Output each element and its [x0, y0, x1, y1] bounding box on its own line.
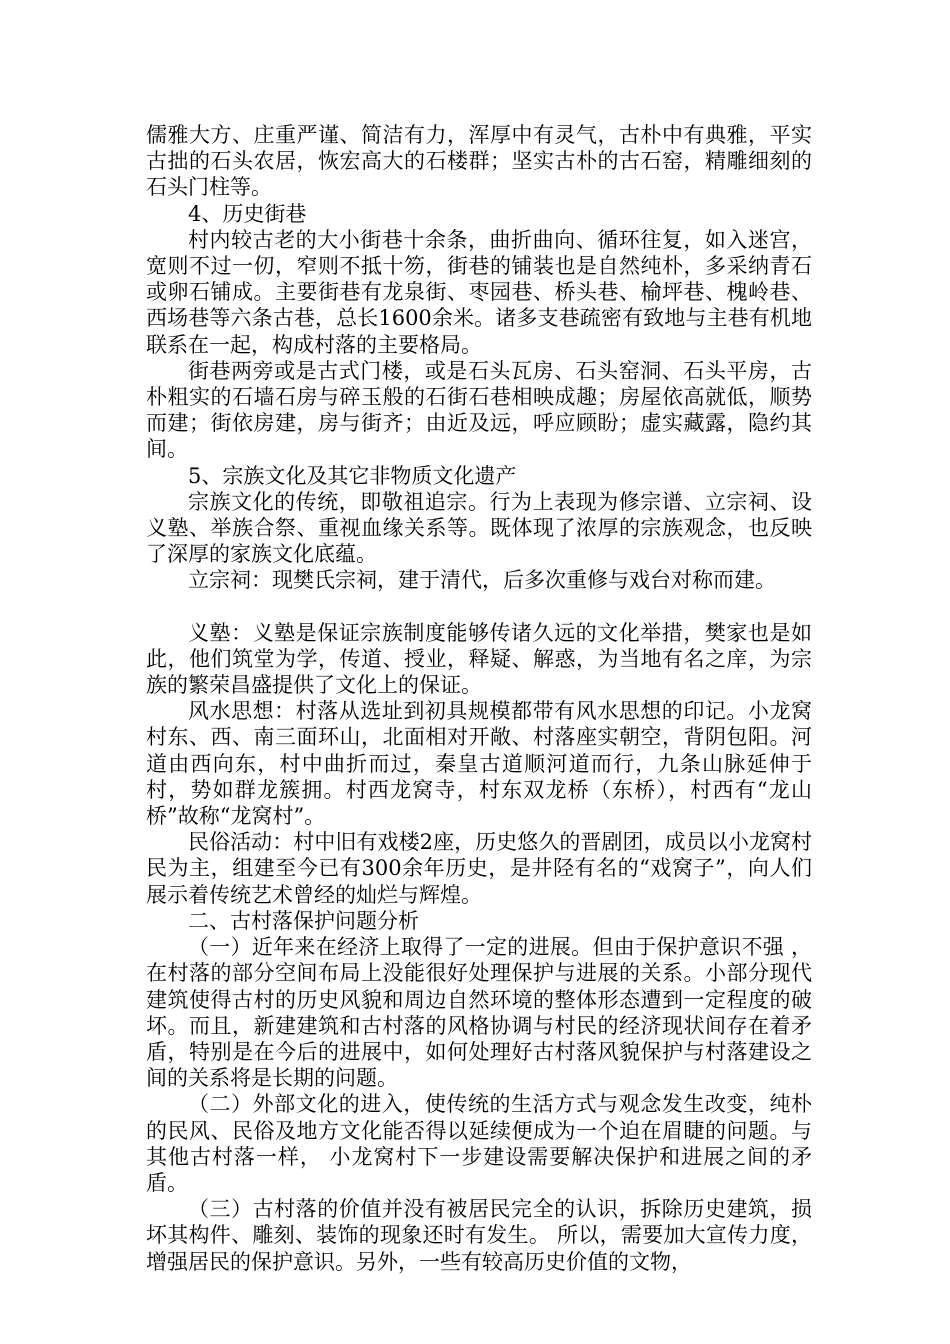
paragraph-fengshui: 风水思想：村落从选址到初具规模都带有风水思想的印记。小龙窝村东、西、南三面环山，北面相对开敞、村落座实朝空，背阴包阳。河道由西向东，村中曲折而过，秦皇古道顺河道而行，九条山脉延伸于村，势如群龙簇拥。村西龙窝寺，村东双龙桥（东桥），村西有“龙山桥”故称“龙窝村”。: [146, 699, 812, 829]
paragraph-ancestral-hall: 立宗祠：现樊氏宗祠，建于清代，后多次重修与戏台对称而建。: [188, 568, 776, 593]
section-heading-historic-streets: 4、历史街巷: [188, 201, 307, 226]
paragraph-streets-sides: 街巷两旁或是古式门楼，或是石头瓦房、石头窑洞、石头平房，古朴粗实的石墙石房与碎玉般的石街石巷相映成趣；房屋依高就低，顺势而建；街依房建，房与街齐；由近及远，呼应顾盼；虚实藏露，隐约其间。: [146, 358, 812, 462]
section-heading-clan-culture: 5、宗族文化及其它非物质文化遗产: [188, 463, 517, 488]
paragraph-streets-layout: 村内较古老的大小街巷十余条，曲折曲向、循环往复，如入迷宫，宽则不过一仞，窄则不抵十笏，街巷的铺装也是自然纯朴，多采纳青石或卵石铺成。主要街巷有龙泉街、枣园巷、桥头巷、榆坪巷、槐岭巷、西场巷等六条古巷，总长1600余米。诸多支巷疏密有致地与主巷有机地联系在一起，构成村落的主要格局。: [146, 227, 812, 357]
paragraph-clan-school: 义塾：义塾是保证宗族制度能够传诸久远的文化举措，樊家也是如此，他们筑堂为学，传道、授业，释疑、解惑，为当地有名之庠，为宗族的繁荣昌盛提供了文化上的保证。: [146, 620, 812, 698]
paragraph-issue-one: （一）近年来在经济上取得了一定的进展。但由于保护意识不强 ，在村落的部分空间布局上没能很好处理保护与进展的关系。小部分现代建筑使得古村的历史风貌和周边自然环境的整体形态遭到一定程度的破坏。而且，新建建筑和古村落的风格协调与村民的经济现状间存在着矛盾，特别是在今后的进展中，如何处理好古村落风貌保护与村落建设之间的关系将是长期的问题。: [146, 935, 812, 1091]
paragraph-intro-continuation: 儒雅大方、庄重严谨、简洁有力，浑厚中有灵气，古朴中有典雅，平实古拙的石头农居，恢宏高大的石楼群；坚实古朴的古石窑，精雕细刻的石头门柱等。: [146, 123, 812, 200]
paragraph-issue-two: （二）外部文化的进入，使传统的生活方式与观念发生改变，纯朴的民风、民俗及地方文化能否得以延续便成为一个迫在眉睫的问题。与其他古村落一样， 小龙窝村下一步建设需要解决保护和进展之间的矛盾。: [146, 1092, 812, 1195]
paragraph-issue-three: （三）古村落的价值并没有被居民完全的认识，拆除历史建筑，损坏其构件、雕刻、装饰的现象还时有发生。 所以，需要加大宣传力度，增强居民的保护意识。另外，一些有较高历史价值的文物，: [146, 1197, 812, 1274]
section-heading-protection-issues: 二、古村落保护问题分析: [188, 908, 419, 933]
paragraph-clan-tradition: 宗族文化的传统，即敬祖追宗。行为上表现为修宗谱、立宗祠、设义塾、举族合祭、重视血缘关系等。既体现了浓厚的宗族观念，也反映了深厚的家族文化底蕴。: [146, 489, 812, 567]
document-body: [146, 122, 812, 1275]
paragraph-folk-activities: 民俗活动：村中旧有戏楼2座，历史悠久的晋剧团，成员以小龙窝村民为主，组建至今已有300余年历史，是井陉有名的“戏窝子”，向人们展示着传统艺术曾经的灿烂与辉煌。: [146, 830, 812, 907]
